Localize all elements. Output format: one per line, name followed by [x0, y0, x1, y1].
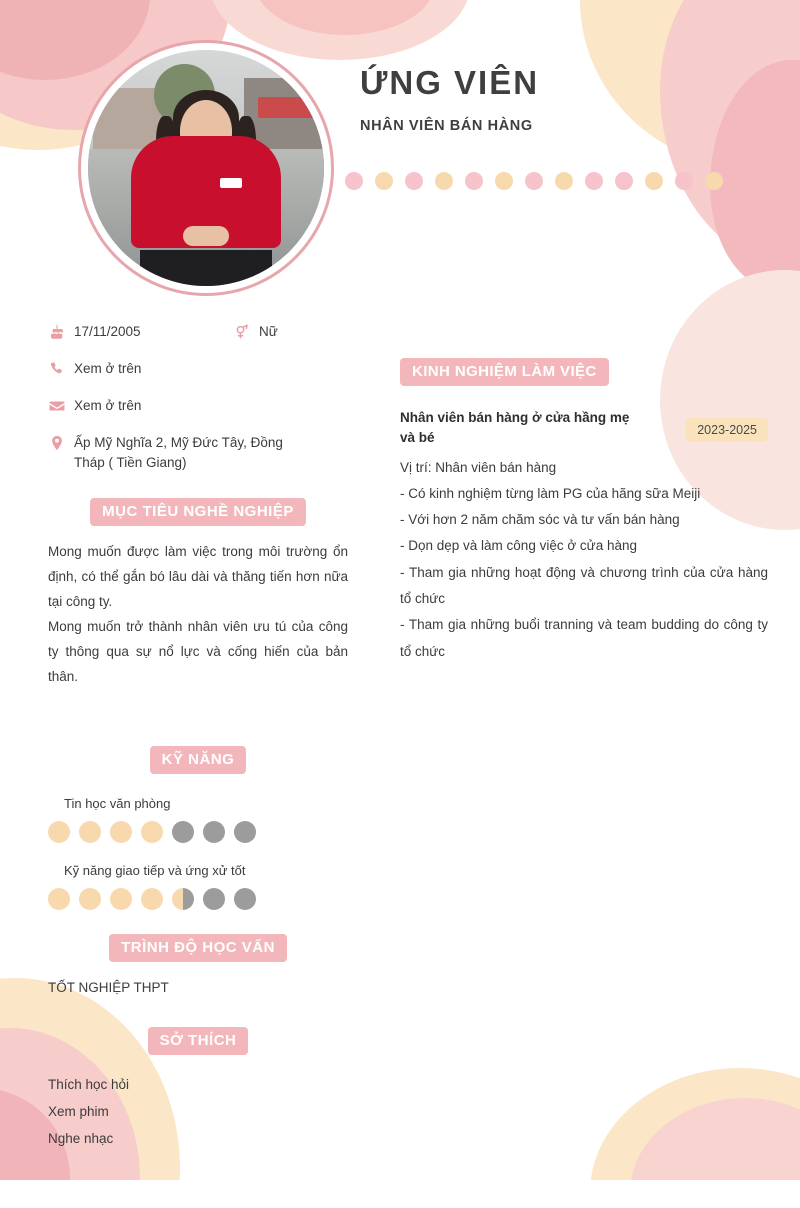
gender-value: Nữ — [259, 324, 278, 339]
cake-icon — [48, 322, 74, 342]
skill-dot — [110, 821, 132, 843]
candidate-job-title: NHÂN VIÊN BÁN HÀNG — [360, 118, 533, 134]
skill-dot — [203, 888, 225, 910]
experience-role: Nhân viên bán hàng ở cửa hầng mẹ và bé — [400, 410, 630, 446]
skill-dot — [172, 888, 194, 910]
birthday-value: 17/11/2005 — [74, 324, 141, 339]
experience-line: - Dọn dẹp và làm công việc ở cửa hàng — [400, 538, 638, 554]
candidate-name: ỨNG VIÊN — [360, 64, 540, 101]
skill-dot — [141, 888, 163, 910]
info-row — [48, 433, 348, 472]
location-pin-icon — [48, 433, 74, 453]
header-dot — [615, 172, 633, 190]
skill-rating — [48, 888, 348, 910]
experience-entry-header — [400, 408, 768, 449]
hobby-item: Thích học hỏi — [48, 1076, 130, 1092]
experience-line: - Có kinh nghiệm từng làm PG của hãng sữa Meiji — [400, 485, 701, 501]
skill-dot — [48, 821, 70, 843]
info-row — [48, 359, 348, 379]
right-column — [400, 358, 768, 665]
header-dot — [585, 172, 603, 190]
objective-paragraph-1: Mong muốn được làm việc trong môi trường ổn định, có thể gắn bó lâu dài và thăng tiến hơn nữa tại công ty. — [48, 544, 348, 610]
header-dot-decoration — [345, 172, 723, 190]
header-dot — [435, 172, 453, 190]
experience-line: - Với hơn 2 năm chăm sóc và tư vấn bán hàng — [400, 512, 680, 528]
avatar — [78, 40, 334, 296]
skill-dot — [79, 821, 101, 843]
avatar-photo — [88, 50, 324, 286]
skill-label: Tin học văn phòng — [64, 795, 171, 811]
header-dot — [525, 172, 543, 190]
skill-label: Kỹ năng giao tiếp và ứng xử tốt — [64, 862, 246, 878]
experience-details — [400, 455, 768, 666]
education-title: TRÌNH ĐỘ HỌC VẤN — [109, 934, 287, 962]
skill-dot — [172, 821, 194, 843]
header-dot — [675, 172, 693, 190]
header-dot — [705, 172, 723, 190]
personal-info — [48, 322, 348, 472]
experience-line: - Tham gia những hoạt động và chương trình của cửa hàng tổ chức — [400, 564, 768, 607]
experience-date-badge: 2023-2025 — [686, 418, 768, 442]
gender-icon — [233, 322, 259, 342]
header-dot — [645, 172, 663, 190]
header-dot — [405, 172, 423, 190]
skills-section — [48, 746, 348, 774]
header-name-block — [360, 64, 539, 134]
email-value: Xem ở trên — [74, 398, 142, 413]
objective-title: MỤC TIÊU NGHỀ NGHIỆP — [90, 498, 306, 526]
hobbies-section — [48, 1027, 348, 1055]
skill-dot — [203, 821, 225, 843]
header-dot — [495, 172, 513, 190]
info-row — [48, 396, 348, 416]
experience-line: - Tham gia những buổi tranning và team budding do công ty tổ chức — [400, 617, 768, 659]
info-row — [48, 322, 348, 342]
header-dot — [555, 172, 573, 190]
skill-dot — [48, 888, 70, 910]
skills-list — [48, 796, 348, 910]
hobbies-title: SỞ THÍCH — [148, 1027, 249, 1055]
header-dot — [465, 172, 483, 190]
education-value: TỐT NGHIỆP THPT — [48, 979, 169, 995]
hobby-item: Xem phim — [48, 1103, 109, 1119]
hobbies-list — [48, 1071, 348, 1152]
left-column — [48, 322, 348, 1152]
header-dot — [375, 172, 393, 190]
skill-dot — [234, 821, 256, 843]
skill-dot — [141, 821, 163, 843]
address-value: Ấp Mỹ Nghĩa 2, Mỹ Đức Tây, Đồng Tháp ( Tiền Giang) — [74, 435, 283, 470]
skill-dot — [79, 888, 101, 910]
phone-icon — [48, 359, 74, 379]
skills-title: KỸ NĂNG — [150, 746, 247, 774]
education-section — [48, 934, 348, 962]
experience-title: KINH NGHIỆM LÀM VIỆC — [400, 358, 609, 386]
skill-dot — [110, 888, 132, 910]
skill-rating — [48, 821, 348, 843]
experience-line: Vị trí: Nhân viên bán hàng — [400, 459, 557, 475]
skill-dot — [234, 888, 256, 910]
objective-section — [48, 498, 348, 526]
header-dot — [345, 172, 363, 190]
hobby-item: Nghe nhạc — [48, 1130, 114, 1146]
phone-value: Xem ở trên — [74, 361, 142, 376]
objective-paragraph-2: Mong muốn trở thành nhân viên ưu tú của công ty thông qua sự nổ lực và cống hiến của bản thân. — [48, 619, 348, 684]
email-icon — [48, 396, 74, 416]
